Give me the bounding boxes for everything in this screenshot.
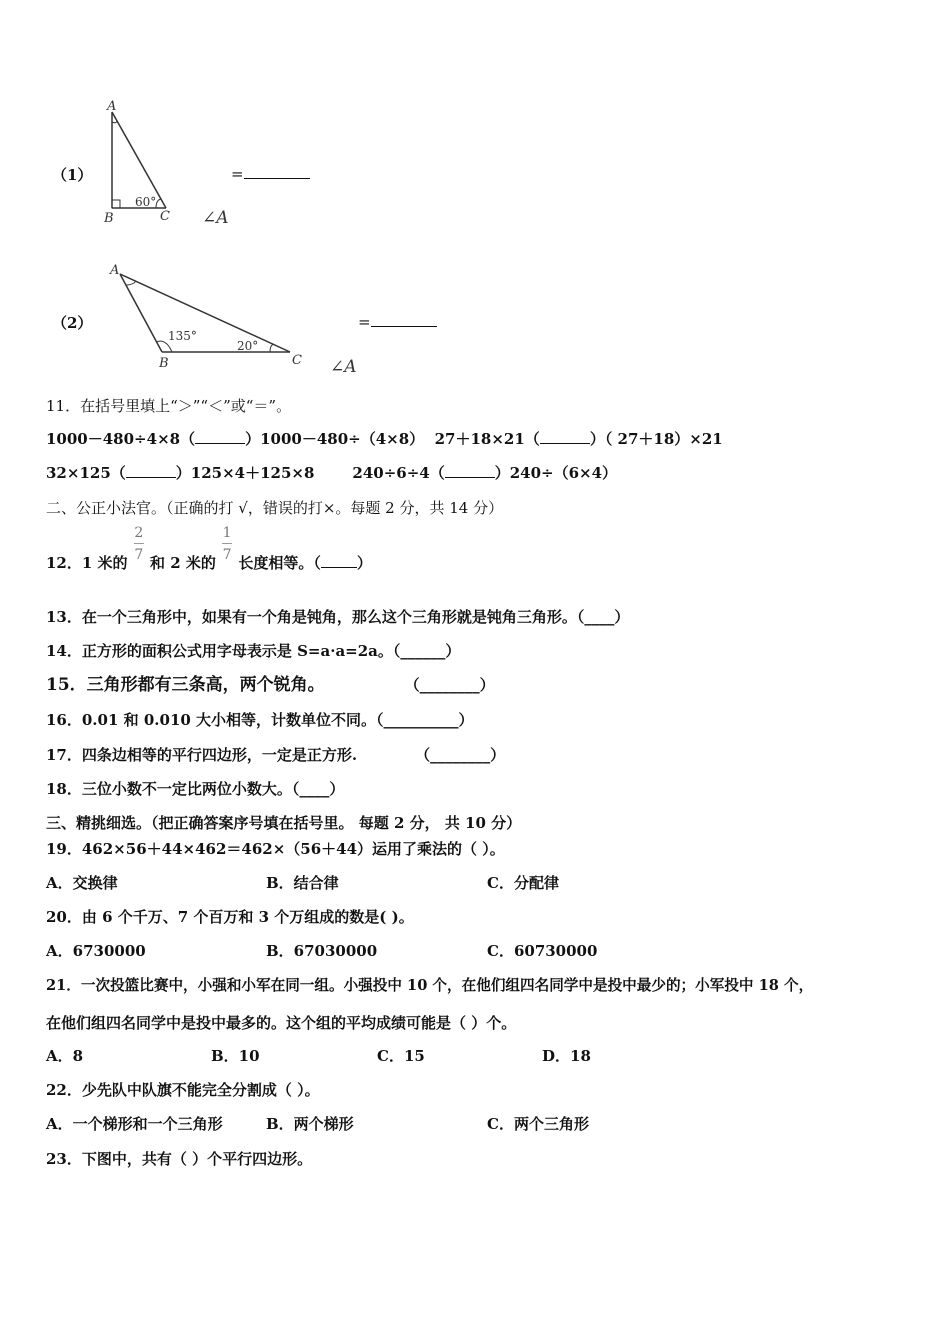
- section-3-title: 三、精挑细选。（把正确答案序号填在括号里。 每题 2 分， 共 10 分）: [46, 814, 522, 832]
- angle-20-label: 20°: [237, 339, 259, 353]
- triangle-1-diagram: [98, 96, 178, 226]
- q21-option-d[interactable]: D．18: [542, 1047, 591, 1065]
- vertex-a-label: A: [107, 99, 117, 114]
- question-11-row-2: 32×125（ ）125×4＋125×8 240÷6÷4（ ）240÷（6×4）: [46, 464, 618, 482]
- q19-option-c[interactable]: C．分配律: [487, 874, 559, 892]
- q21-option-a[interactable]: A．8: [46, 1047, 84, 1065]
- answer-blank[interactable]: [195, 429, 245, 444]
- fraction-2-7: $\frac{2}{7}$: [134, 525, 144, 563]
- question-14: 14．正方形的面积公式用字母表示是 S=a·a=2a。（______）: [46, 642, 461, 660]
- answer-blank[interactable]: [540, 429, 590, 444]
- answer-blank[interactable]: [321, 553, 357, 568]
- question-15: 15．三角形都有三条高，两个锐角。 （________）: [46, 675, 495, 695]
- q21-option-b[interactable]: B．10: [211, 1047, 260, 1065]
- question-21-line-2: 在他们组四名同学中是投中最多的。这个组的平均成绩可能是（ ）个。: [46, 1014, 517, 1032]
- q20-option-a[interactable]: A．6730000: [46, 942, 146, 960]
- triangle-2-diagram: [104, 258, 314, 370]
- answer-blank[interactable]: [371, 312, 437, 327]
- fraction-1-7: $\frac{1}{7}$: [222, 525, 232, 563]
- figure-2-answer: =: [358, 312, 437, 331]
- answer-blank[interactable]: [445, 463, 495, 478]
- question-22: 22．少先队中队旗不能完全分割成（ ）。: [46, 1081, 320, 1099]
- vertex-b-label: B: [104, 211, 114, 226]
- question-16: 16．0.01 和 0.010 大小相等，计数单位不同。（__________）: [46, 711, 474, 729]
- answer-blank[interactable]: [126, 463, 176, 478]
- vertex-a-label: A: [110, 263, 120, 278]
- angle-a-label-1: ∠A: [202, 208, 229, 228]
- question-20: 20．由 6 个千万、7 个百万和 3 个万组成的数是( )。: [46, 908, 414, 926]
- question-19: 19．462×56＋44×462＝462×（56＋44）运用了乘法的（ ）。: [46, 840, 505, 858]
- q19-option-a[interactable]: A．交换律: [46, 874, 118, 892]
- section-2-title: 二、公正小法官。（正确的打 √，错误的打×。每题 2 分，共 14 分）: [46, 499, 504, 517]
- angle-135-label: 135°: [168, 329, 197, 343]
- q22-option-b[interactable]: B．两个梯形: [266, 1115, 354, 1133]
- vertex-b-label: B: [159, 356, 169, 370]
- q20-option-b[interactable]: B．67030000: [266, 942, 378, 960]
- figure-1-label: （1）: [52, 166, 93, 184]
- q21-option-c[interactable]: C．15: [377, 1047, 425, 1065]
- question-11-title: 11．在括号里填上“＞”“＜”或“＝”。: [46, 397, 292, 415]
- question-11-row-1: 1000－480÷4×8（ ）1000－480÷（4×8） 27＋18×21（ ）（ 27＋18）×21: [46, 430, 723, 448]
- q19-option-b[interactable]: B．结合律: [266, 874, 339, 892]
- q22-option-a[interactable]: A．一个梯形和一个三角形: [46, 1115, 223, 1133]
- figure-1-answer: =: [231, 164, 310, 183]
- question-18: 18．三位小数不一定比两位小数大。（____）: [46, 780, 345, 798]
- figure-2-label: （2）: [52, 314, 93, 332]
- question-17: 17．四条边相等的平行四边形，一定是正方形. （________）: [46, 746, 506, 764]
- question-21-line-1: 21．一次投篮比赛中，小强和小军在同一组。小强投中 10 个，在他们组四名同学中是投中最少的；小军投中 18 个，: [46, 977, 814, 994]
- vertex-c-label: C: [292, 353, 302, 368]
- q22-option-c[interactable]: C．两个三角形: [487, 1115, 589, 1133]
- question-23: 23．下图中，共有（ ）个平行四边形。: [46, 1150, 313, 1168]
- q20-option-c[interactable]: C．60730000: [487, 942, 598, 960]
- angle-a-label-2: ∠A: [330, 357, 357, 377]
- question-12: 12．1 米的 $\frac{2}{7}$ 和 2 米的 $\frac{1}{7}$ 长度相等。（ ）: [46, 525, 372, 572]
- angle-60-label: 60°: [135, 195, 157, 209]
- question-13: 13．在一个三角形中，如果有一个角是钝角，那么这个三角形就是钝角三角形。（____）: [46, 608, 630, 626]
- answer-blank[interactable]: [244, 164, 310, 179]
- vertex-c-label: C: [160, 209, 170, 224]
